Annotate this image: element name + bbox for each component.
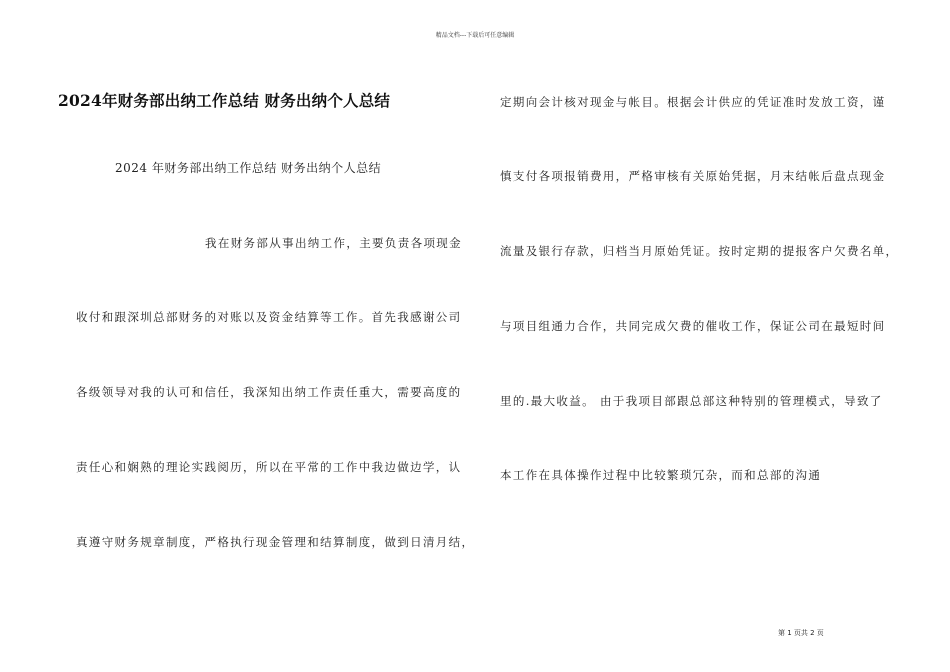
document-title: 2024年财务部出纳工作总结 财务出纳个人总结 — [58, 91, 391, 110]
paragraph-line: 里的.最大收益。 由于我项目部跟总部这种特别的管理模式，导致了 — [500, 394, 883, 408]
document-subtitle: 2024 年财务部出纳工作总结 财务出纳个人总结 — [115, 161, 382, 175]
paragraph-line: 各级领导对我的认可和信任，我深知出纳工作责任重大，需要高度的 — [76, 385, 462, 399]
header-note: 精品文档---下载后可任意编辑 — [435, 32, 515, 39]
paragraph-line: 责任心和娴熟的理论实践阅历，所以在平常的工作中我边做边学，认 — [76, 460, 462, 474]
paragraph-line: 真遵守财务规章制度，严格执行现金管理和结算制度，做到日清月结， — [76, 535, 475, 549]
paragraph-line: 本工作在具体操作过程中比较繁琐冗杂，而和总部的沟通 — [500, 468, 822, 482]
paragraph-line: 慎支付各项报销费用，严格审核有关原始凭据，月末结帐后盘点现金 — [500, 169, 886, 183]
page-number: 第 1 页共 2 页 — [778, 629, 824, 637]
paragraph-line: 我在财务部从事出纳工作，主要负责各项现金 — [205, 236, 462, 250]
paragraph-line: 收付和跟深圳总部财务的对账以及资金结算等工作。首先我感谢公司 — [76, 310, 462, 324]
paragraph-line: 流量及银行存款，归档当月原始凭证。按时定期的提报客户欠费名单， — [500, 244, 899, 258]
paragraph-line: 定期向会计核对现金与帐目。根据会计供应的凭证准时发放工资，谨 — [500, 95, 886, 109]
paragraph-line: 与项目组通力合作，共同完成欠费的催收工作，保证公司在最短时间 — [500, 319, 886, 333]
